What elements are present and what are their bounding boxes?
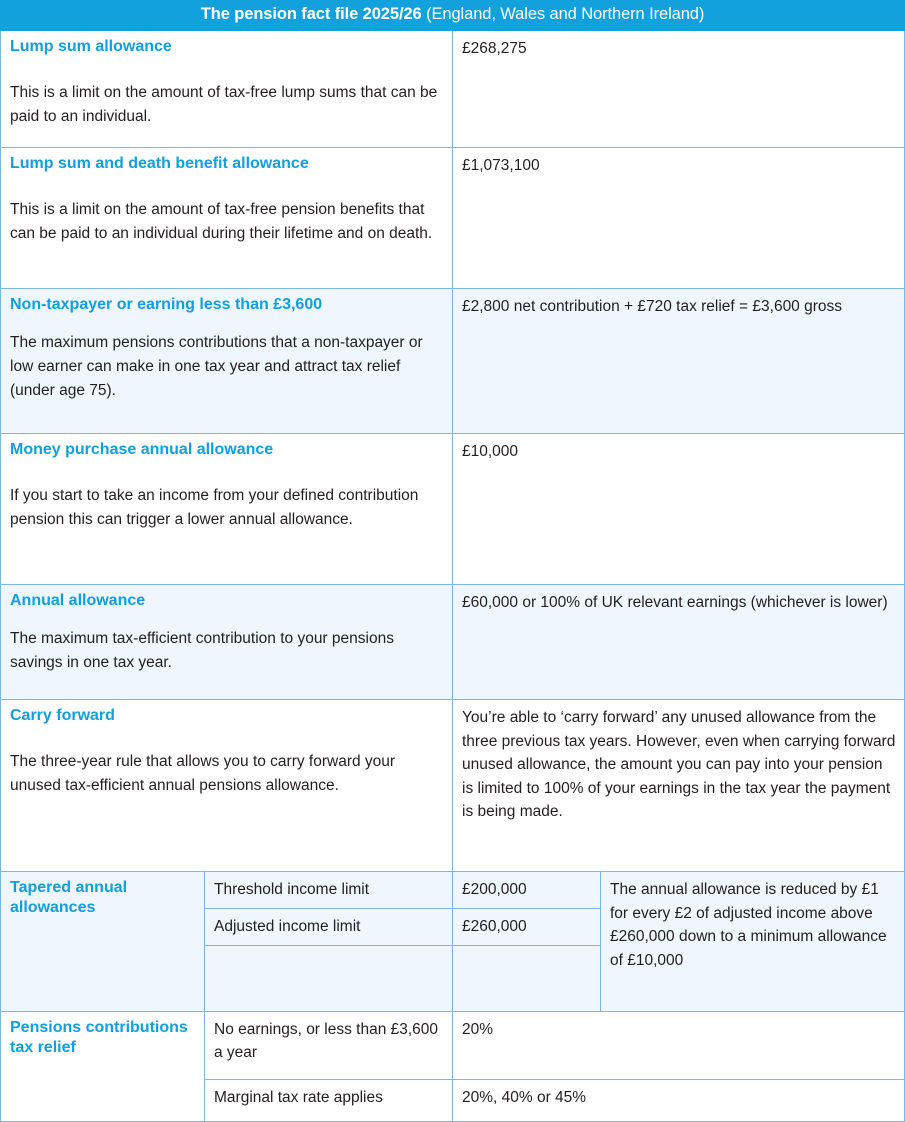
tax-relief-value-column bbox=[453, 1011, 905, 1121]
row-label-cell bbox=[1, 584, 453, 699]
sub-row-filler bbox=[453, 946, 600, 983]
table-row bbox=[1, 584, 905, 699]
row-label-cell bbox=[1, 699, 453, 871]
sub-row-filler bbox=[205, 946, 452, 983]
sub-value: £260,000 bbox=[453, 909, 600, 946]
row-label-cell bbox=[1, 871, 205, 1011]
row-label-cell bbox=[1, 1011, 205, 1121]
row-description: If you start to take an income from your defined contribution pension this can trigger a lower annual allowance. bbox=[10, 487, 419, 528]
row-label-cell bbox=[1, 147, 453, 288]
sub-filler bbox=[453, 946, 600, 983]
tapered-value-column bbox=[453, 871, 601, 1011]
row-value: You’re able to ‘carry forward’ any unused allowance from the three previous tax years. However, even when carrying forward unused allowance, the amount you can pay into your pension is limited to 100% of your earnings in the tax year the payment is being made. bbox=[462, 708, 896, 821]
tax-relief-label-column bbox=[205, 1011, 453, 1121]
table-row-tapered bbox=[1, 871, 905, 1011]
row-value-cell bbox=[453, 288, 905, 433]
table-row bbox=[1, 433, 905, 584]
row-heading: Pensions contributions tax relief bbox=[10, 1018, 188, 1057]
sub-row bbox=[453, 1012, 904, 1080]
row-value: £268,275 bbox=[462, 39, 527, 57]
row-value-cell bbox=[453, 147, 905, 288]
tapered-note-cell bbox=[601, 871, 905, 1011]
tapered-note: The annual allowance is reduced by £1 for every £2 of adjusted income above £260,000 down to a minimum allowance of £10,000 bbox=[610, 880, 887, 969]
row-heading: Lump sum and death benefit allowance bbox=[10, 154, 309, 172]
sub-row bbox=[205, 1079, 452, 1116]
row-heading: Non-taxpayer or earning less than £3,600 bbox=[10, 295, 323, 313]
row-value-cell bbox=[453, 433, 905, 584]
sub-label: Marginal tax rate applies bbox=[214, 1088, 383, 1106]
sub-row bbox=[453, 909, 600, 946]
row-heading: Tapered annual allowances bbox=[10, 878, 128, 917]
sub-label: No earnings, or less than £3,600 a year bbox=[205, 1012, 452, 1080]
sub-label: Threshold income limit bbox=[205, 872, 452, 909]
row-description: The maximum pensions contributions that a non-taxpayer or low earner can make in one tax year and attract tax relief (under age 75). bbox=[10, 334, 423, 399]
row-heading: Lump sum allowance bbox=[10, 37, 172, 55]
row-heading: Money purchase annual allowance bbox=[10, 440, 274, 458]
sub-value: 20%, 40% or 45% bbox=[462, 1088, 587, 1106]
sub-row bbox=[205, 872, 452, 909]
table-title-row bbox=[1, 1, 905, 31]
row-value: £60,000 or 100% of UK relevant earnings (whichever is lower) bbox=[462, 593, 888, 611]
row-label-cell bbox=[1, 433, 453, 584]
row-label-cell bbox=[1, 288, 453, 433]
table-row bbox=[1, 288, 905, 433]
row-value-cell bbox=[453, 30, 905, 147]
table-title-cell bbox=[1, 1, 905, 31]
sub-label: Adjusted income limit bbox=[205, 909, 452, 946]
sub-row bbox=[453, 872, 600, 909]
title-bold-text: The pension fact file 2025/26 bbox=[200, 5, 422, 23]
sub-row bbox=[453, 1079, 904, 1116]
row-description: This is a limit on the amount of tax-free pension benefits that can be paid to an individual during their lifetime and on death. bbox=[10, 201, 433, 242]
row-value-cell bbox=[453, 699, 905, 871]
table-row-tax-relief bbox=[1, 1011, 905, 1121]
row-value: £2,800 net contribution + £720 tax relief = £3,600 gross bbox=[462, 297, 843, 315]
sub-filler bbox=[205, 946, 452, 983]
row-value: £10,000 bbox=[462, 442, 519, 460]
sub-value: £200,000 bbox=[453, 872, 600, 909]
row-description: The maximum tax-efficient contribution to your pensions savings in one tax year. bbox=[10, 630, 394, 671]
row-value: £1,073,100 bbox=[462, 156, 540, 174]
table-row bbox=[1, 30, 905, 147]
sub-row bbox=[205, 909, 452, 946]
row-value-cell bbox=[453, 584, 905, 699]
sub-value: 20% bbox=[453, 1012, 904, 1080]
table-row bbox=[1, 699, 905, 871]
title-light-text: (England, Wales and Northern Ireland) bbox=[421, 5, 705, 23]
row-description: The three-year rule that allows you to carry forward your unused tax-efficient annual pensions allowance. bbox=[10, 753, 396, 794]
sub-row bbox=[205, 1012, 452, 1080]
row-heading: Annual allowance bbox=[10, 591, 146, 609]
row-label-cell bbox=[1, 30, 453, 147]
table-row bbox=[1, 147, 905, 288]
row-heading: Carry forward bbox=[10, 706, 115, 724]
tapered-label-column bbox=[205, 871, 453, 1011]
row-description: This is a limit on the amount of tax-free lump sums that can be paid to an individual. bbox=[10, 84, 438, 125]
